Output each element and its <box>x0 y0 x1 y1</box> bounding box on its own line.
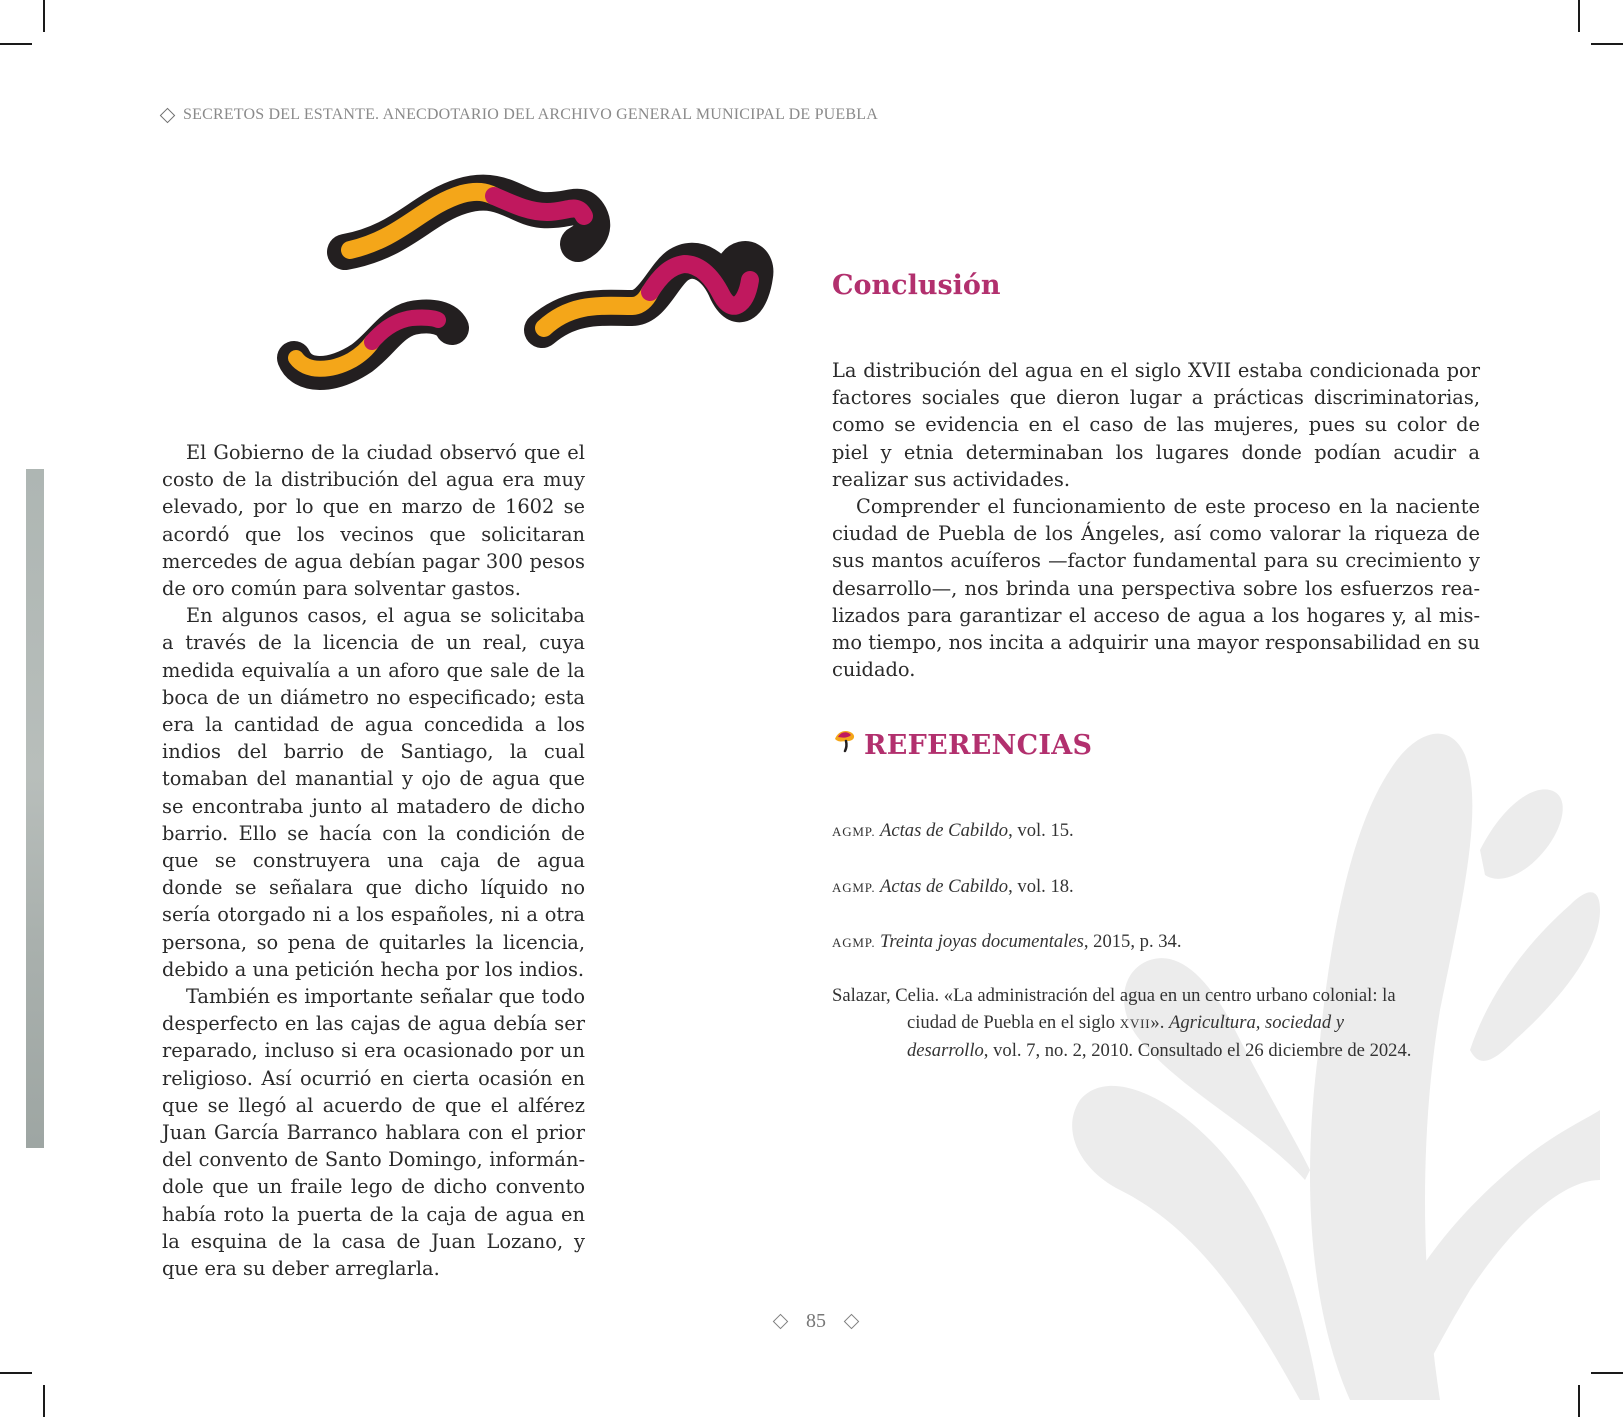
left-column-text <box>162 439 585 1282</box>
reference-century: XVII <box>1119 1016 1151 1031</box>
crop-mark <box>43 1385 45 1417</box>
reference-org: AGMP. <box>832 824 876 839</box>
reference-details: , vol. 18. <box>1008 876 1074 897</box>
running-header <box>162 106 878 124</box>
references-title: REFERENCIAS <box>864 730 1093 761</box>
crop-mark <box>1591 43 1623 45</box>
page-number: 85 <box>806 1310 826 1332</box>
crop-mark <box>43 0 45 32</box>
reference-item <box>832 982 1417 1064</box>
reference-item <box>832 817 1452 845</box>
reference-org: AGMP. <box>832 880 876 895</box>
worm-illustration <box>272 168 782 400</box>
crop-mark <box>0 1372 32 1374</box>
page-footer <box>775 1310 857 1333</box>
diamond-icon <box>773 1314 789 1330</box>
paragraph: Comprender el funcionamiento de este proceso en la naciente ciudad de Puebla de los Ángeles, así como valorar la riqueza de sus mantos acuíferos —factor fundamental para su crecimiento y desarrollo—, nos brinda una perspectiva sobre los esfuerzos realizados para garantizar el acceso de agua a los hogares y, al mismo tiempo, nos incita a adquirir una mayor responsabilidad en su cuidado. <box>832 495 1480 682</box>
crop-mark <box>0 43 32 45</box>
paragraph: En algunos casos, el agua se solicitaba a través de la licencia de un real, cuya medida equivalía a un aforo que sale de la boca de un diámetro no especificado; esta era la cantidad de agua concedida a los indios del barrio de Santiago, la cual tomaban del manantial y ojo de agua que se encontraba junto al matadero de dicho barrio. Ello se hacía con la condición de que se construyera una caja de agua donde se señalara que dicho líquido no sería otorgado ni a los españoles, ni a otra persona, so pena de quitarles la licencia, debido a una petición hecha por los indios. <box>162 604 585 981</box>
reference-item <box>832 873 1452 901</box>
reference-quote-close: ». <box>1150 1012 1169 1033</box>
crop-mark <box>1578 0 1580 32</box>
reference-details: , vol. 15. <box>1008 820 1074 841</box>
references-heading <box>832 730 1092 761</box>
reference-title: Actas de Cabildo <box>880 820 1009 841</box>
paragraph: También es importante señalar que todo desperfecto en las cajas de agua debía ser reparado, incluso si era ocasionado por un religioso. Así ocurrió en cierta ocasión en que se llegó al acuerdo de que el alférez Juan García Barranco hablara con el prior del convento de Santo Domingo, informándole que un fraile lego de dicho convento había roto la puerta de la caja de agua en la esquina de la casa de Juan Lozano, y que era su deber arreglarla. <box>162 985 585 1281</box>
running-title: SECRETOS DEL ESTANTE. ANECDOTARIO DEL ARCHIVO GENERAL MUNICIPAL DE PUEBLA <box>183 106 878 123</box>
references-bullet-icon <box>832 725 858 755</box>
reference-item <box>832 928 1452 956</box>
reference-org: AGMP. <box>832 935 876 950</box>
reference-title: Actas de Cabildo <box>880 876 1009 897</box>
conclusion-heading: Conclusión <box>832 270 1001 301</box>
paragraph: El Gobierno de la ciudad observó que el costo de la distribución del agua era muy elevado, por lo que en marzo de 1602 se acordó que los vecinos que solicitaran mercedes de agua debían pagar 300 pesos de oro común para solventar gastos. <box>162 441 585 601</box>
reference-details: , vol. 7, no. 2, 2010. Consultado el 26 diciembre de 2024. <box>983 1040 1412 1061</box>
reference-title: Agricultura, sociedad y desarrollo <box>907 1012 1345 1061</box>
diamond-icon <box>160 107 176 123</box>
reference-title: Treinta joyas documentales <box>880 931 1084 952</box>
side-photo-strip <box>26 469 44 1148</box>
reference-author: Salazar, Celia. «La administración del agua en un centro urbano colonial: la ciudad de Puebla en el siglo <box>832 985 1396 1033</box>
paragraph: La distribución del agua en el siglo XVII estaba condicionada por factores sociales que dieron lugar a prácticas discriminatorias, como se evidencia en el caso de las mujeres, pues su color de piel y etnia determinaban los lugares donde podían acudir a realizar sus actividades. <box>832 359 1480 491</box>
diamond-icon <box>844 1314 860 1330</box>
reference-details: , 2015, p. 34. <box>1083 931 1182 952</box>
conclusion-text <box>832 357 1480 683</box>
